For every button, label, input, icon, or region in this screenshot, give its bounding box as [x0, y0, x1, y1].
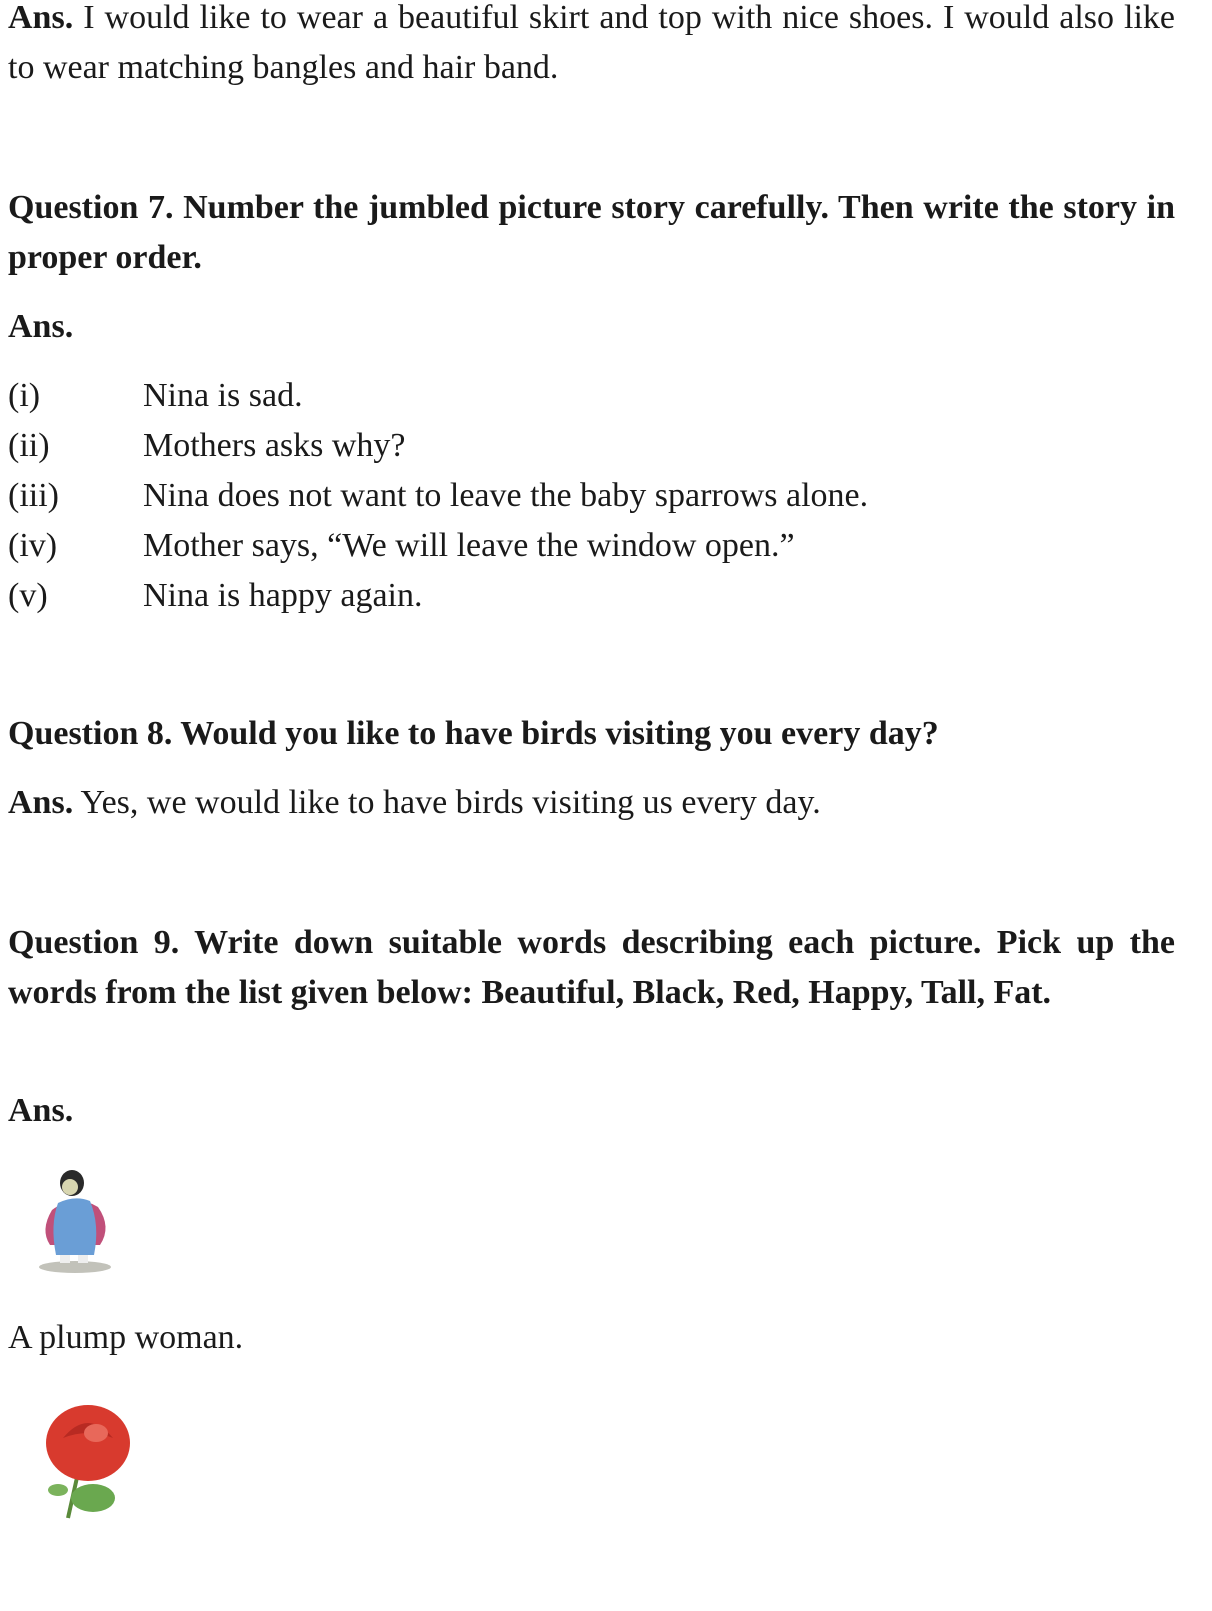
list-item [8, 371, 303, 421]
item-text: Nina is sad. [143, 377, 303, 414]
red-rose-image [38, 1398, 138, 1528]
list-item [8, 521, 795, 571]
item-number: (iv) [8, 527, 58, 564]
q7-ans-label: Ans. [8, 308, 74, 345]
item-number: (v) [8, 577, 48, 614]
answer-text: Yes, we would like to have birds visiting us every day. [73, 784, 821, 821]
answer-text: I would like to wear a beautiful skirt and top with nice shoes. I would also like to wear matching bangles and hair band. [8, 0, 1175, 86]
question-9: Question 9. Write down suitable words describing each picture. Pick up the words from the list given below: Beautiful, Black, Red, Happy, Tall, Fat. [8, 924, 1175, 1011]
item-number: (ii) [8, 427, 50, 464]
item-number: (iii) [8, 477, 59, 514]
q8-answer [8, 778, 1175, 828]
item-text: Mother says, “We will leave the window open.” [143, 527, 795, 564]
question-7: Question 7. Number the jumbled picture story carefully. Then write the story in proper order. [8, 189, 1175, 276]
ans-label: Ans. [8, 0, 74, 36]
item-text: Mothers asks why? [143, 427, 406, 464]
item-text: Nina does not want to leave the baby sparrows alone. [143, 477, 869, 514]
picture-caption: A plump woman. [8, 1319, 244, 1356]
item-text: Nina is happy again. [143, 577, 423, 614]
plump-woman-image [30, 1165, 120, 1277]
list-item [8, 471, 868, 521]
q6-answer [8, 0, 1175, 93]
question-8: Question 8. Would you like to have birds visiting you every day? [8, 715, 939, 752]
list-item [8, 571, 423, 621]
ans-label: Ans. [8, 784, 74, 821]
item-number: (i) [8, 377, 41, 414]
list-item [8, 421, 406, 471]
q9-ans-label: Ans. [8, 1092, 74, 1129]
